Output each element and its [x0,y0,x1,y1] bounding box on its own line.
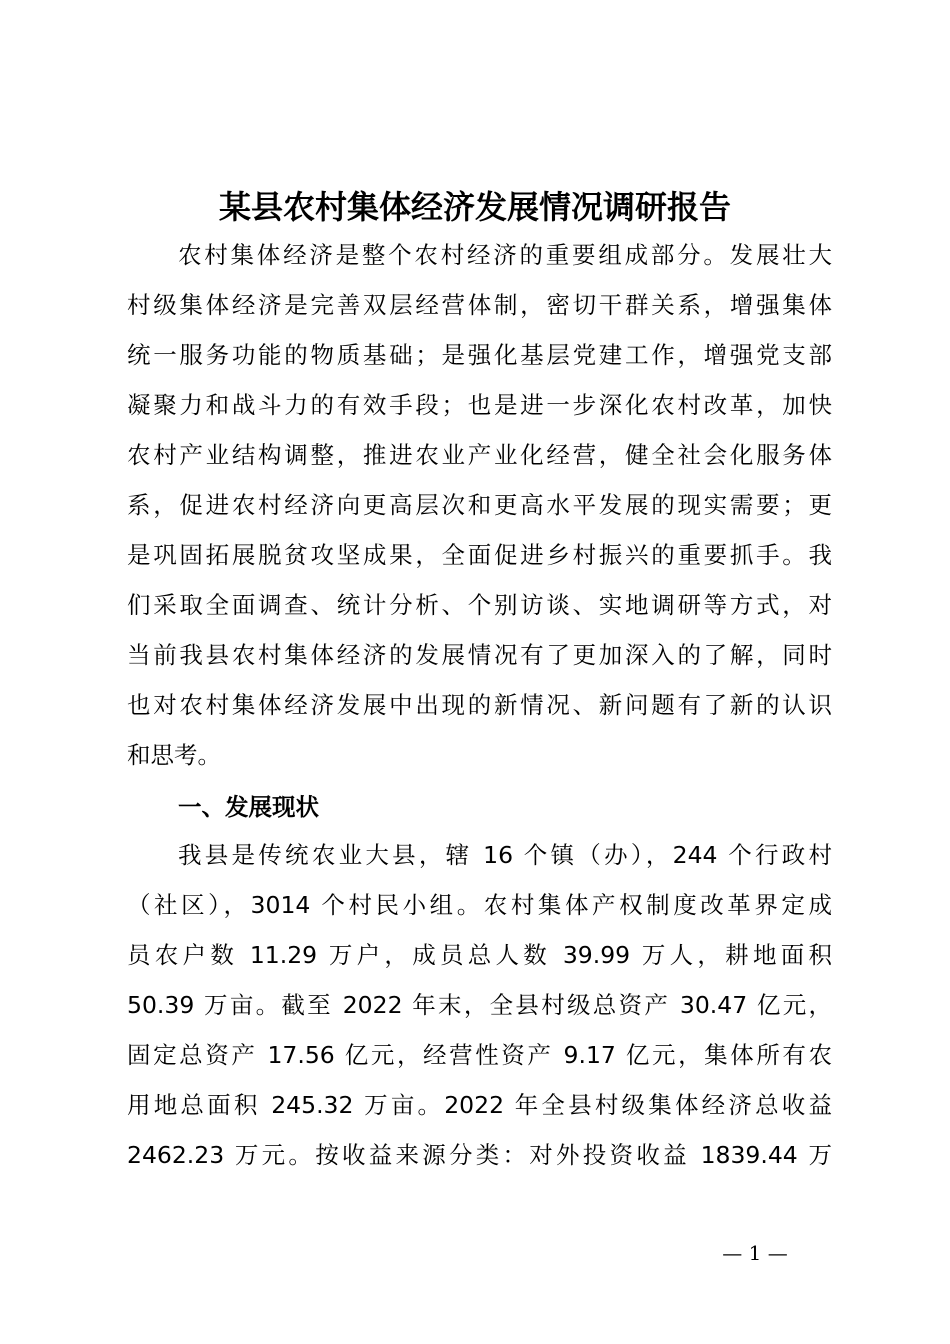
paragraph-line: 固定总资产 17.56 亿元，经营性资产 9.17 亿元，集体所有农 [127,1041,832,1069]
paragraph-line: 凝聚力和战斗力的有效手段；也是进一步深化农村改革，加快 [127,391,832,419]
paragraph-line: 系，促进农村经济向更高层次和更高水平发展的现实需要；更 [127,491,832,519]
paragraph-line: 当前我县农村集体经济的发展情况有了更加深入的了解，同时 [127,641,832,669]
paragraph-line: 农村集体经济是整个农村经济的重要组成部分。发展壮大 [178,241,832,269]
paragraph-line: 2462.23 万元。按收益来源分类：对外投资收益 1839.44 万 [127,1141,832,1169]
paragraph-line: 员农户数 11.29 万户，成员总人数 39.99 万人，耕地面积 [127,941,832,969]
paragraph-line: 也对农村集体经济发展中出现的新情况、新问题有了新的认识 [127,691,832,719]
paragraph-line: 村级集体经济是完善双层经营体制，密切干群关系，增强集体 [127,291,832,319]
page-number: — 1 — [722,1241,788,1265]
paragraph-line: 们采取全面调查、统计分析、个别访谈、实地调研等方式，对 [127,591,832,619]
paragraph-line: 统一服务功能的物质基础；是强化基层党建工作，增强党支部 [127,341,832,369]
paragraph-line: 50.39 万亩。截至 2022 年末，全县村级总资产 30.47 亿元， [127,991,832,1019]
paragraph-line: 我县是传统农业大县，辖 16 个镇（办），244 个行政村 [178,841,832,869]
paragraph-line: 农村产业结构调整，推进农业产业化经营，健全社会化服务体 [127,441,832,469]
paragraph-line: 是巩固拓展脱贫攻坚成果，全面促进乡村振兴的重要抓手。我 [127,541,832,569]
document-title: 某县农村集体经济发展情况调研报告 [218,188,731,226]
paragraph-line: 和思考。 [127,741,221,769]
paragraph-line: 用地总面积 245.32 万亩。2022 年全县村级集体经济总收益 [127,1091,832,1119]
paragraph-line: （社区），3014 个村民小组。农村集体产权制度改革界定成 [127,891,832,919]
section-heading-development-status: 一、发展现状 [178,793,319,821]
